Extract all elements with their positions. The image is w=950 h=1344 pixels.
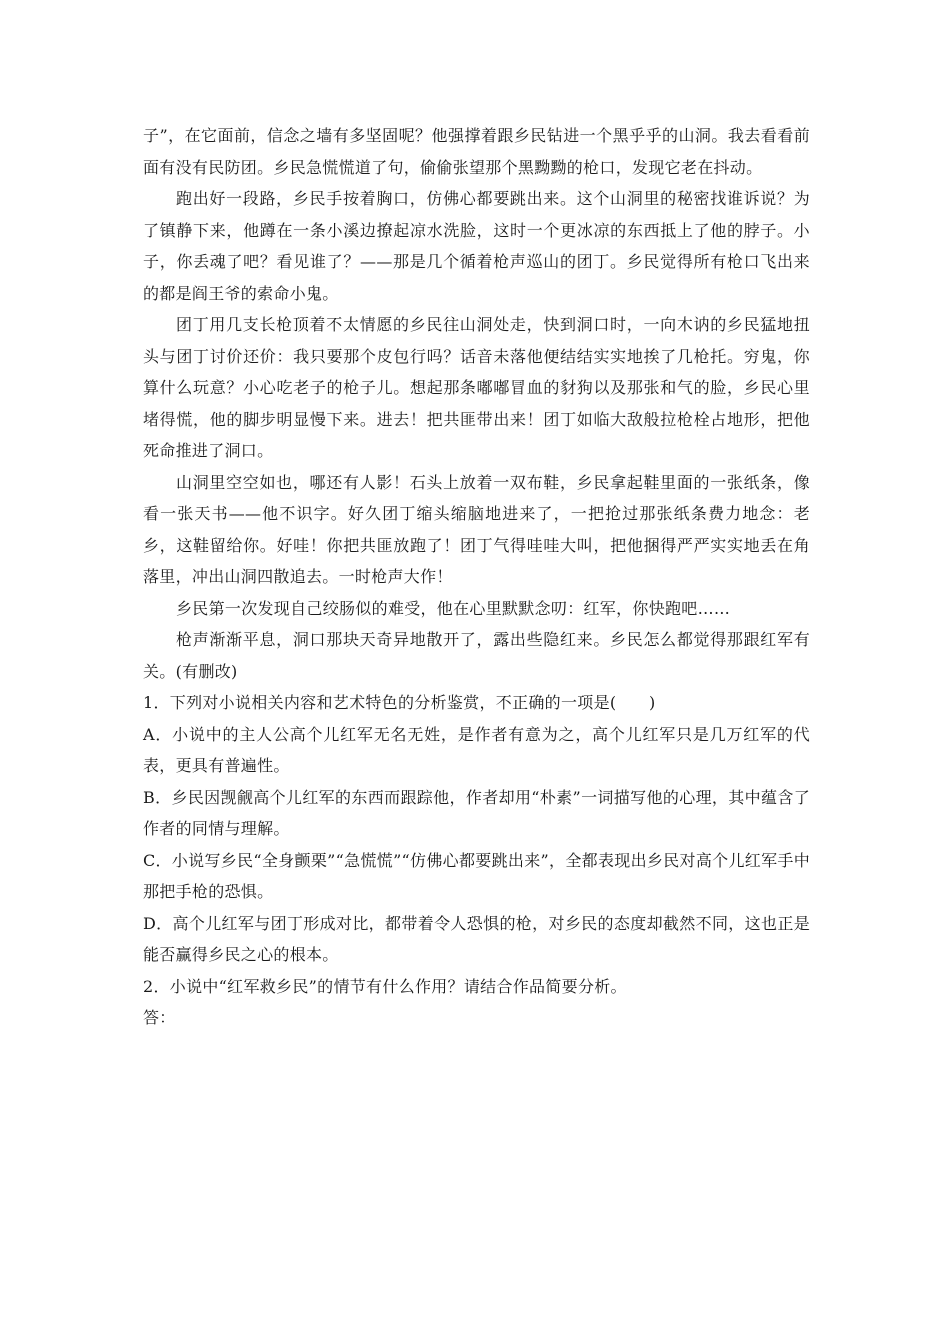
story-paragraph-continued: 子”，在它面前，信念之墙有多坚固呢？他强撑着跟乡民钻进一个黑乎乎的山洞。我去看看前面有没有民防团。乡民急慌慌道了句，偷偷张望那个黑黝黝的枪口，发现它老在抖动。 <box>143 126 810 177</box>
option-c: C．小说写乡民“全身颤栗”“急慌慌”“仿佛心都要跳出来”，全都表现出乡民对高个儿红军手中那把手枪的恐惧。 <box>143 850 810 901</box>
story-paragraph: 山洞里空空如也，哪还有人影！石头上放着一双布鞋，乡民拿起鞋里面的一张纸条，像看一张天书——他不识字。好久团丁缩头缩脑地进来了，一把抢过那张纸条费力地念：老乡，这鞋留给你。好哇！你把共匪放跑了！团丁气得哇哇大叫，把他捆得严严实实地丢在角落里，冲出山洞四散追去。一时枪声大作！ <box>143 472 810 586</box>
document-page <box>143 120 810 1034</box>
answer-label: 答： <box>143 1008 176 1027</box>
story-paragraph: 枪声渐渐平息，洞口那块天奇异地散开了，露出些隐红来。乡民怎么都觉得那跟红军有关。(有删改) <box>143 630 810 681</box>
story-paragraph: 跑出好一段路，乡民手按着胸口，仿佛心都要跳出来。这个山洞里的秘密找谁诉说？为了镇静下来，他蹲在一条小溪边撩起凉水洗脸，这时一个更冰凉的东西抵上了他的脖子。小子，你丢魂了吧？看见谁了？——那是几个循着枪声巡山的团丁。乡民觉得所有枪口飞出来的都是阎王爷的索命小鬼。 <box>143 189 810 303</box>
option-a: A．小说中的主人公高个儿红军无名无姓，是作者有意为之，高个儿红军只是几万红军的代表，更具有普遍性。 <box>143 724 810 775</box>
question-2: 2．小说中“红军救乡民”的情节有什么作用？请结合作品简要分析。 <box>143 976 627 996</box>
story-paragraph: 团丁用几支长枪顶着不太情愿的乡民往山洞处走，快到洞口时，一向木讷的乡民猛地扭头与团丁讨价还价：我只要那个皮包行吗？话音未落他便结结实实地挨了几枪托。穷鬼，你算什么玩意？小心吃老子的枪子儿。想起那条嘟嘟冒血的豺狗以及那张和气的脸，乡民心里堵得慌，他的脚步明显慢下来。进去！把共匪带出来！团丁如临大敌般拉枪栓占地形，把他死命推进了洞口。 <box>143 315 810 460</box>
option-b: B．乡民因觊觎高个儿红军的东西而跟踪他，作者却用“朴素”一词描写他的心理，其中蕴含了作者的同情与理解。 <box>143 787 810 838</box>
question-1: 1．下列对小说相关内容和艺术特色的分析鉴赏，不正确的一项是( ) <box>143 693 656 712</box>
option-d: D．高个儿红军与团丁形成对比，都带着令人恐惧的枪，对乡民的态度却截然不同，这也正是能否赢得乡民之心的根本。 <box>143 913 810 964</box>
story-paragraph: 乡民第一次发现自己绞肠似的难受，他在心里默默念叨：红军，你快跑吧…… <box>176 598 731 618</box>
